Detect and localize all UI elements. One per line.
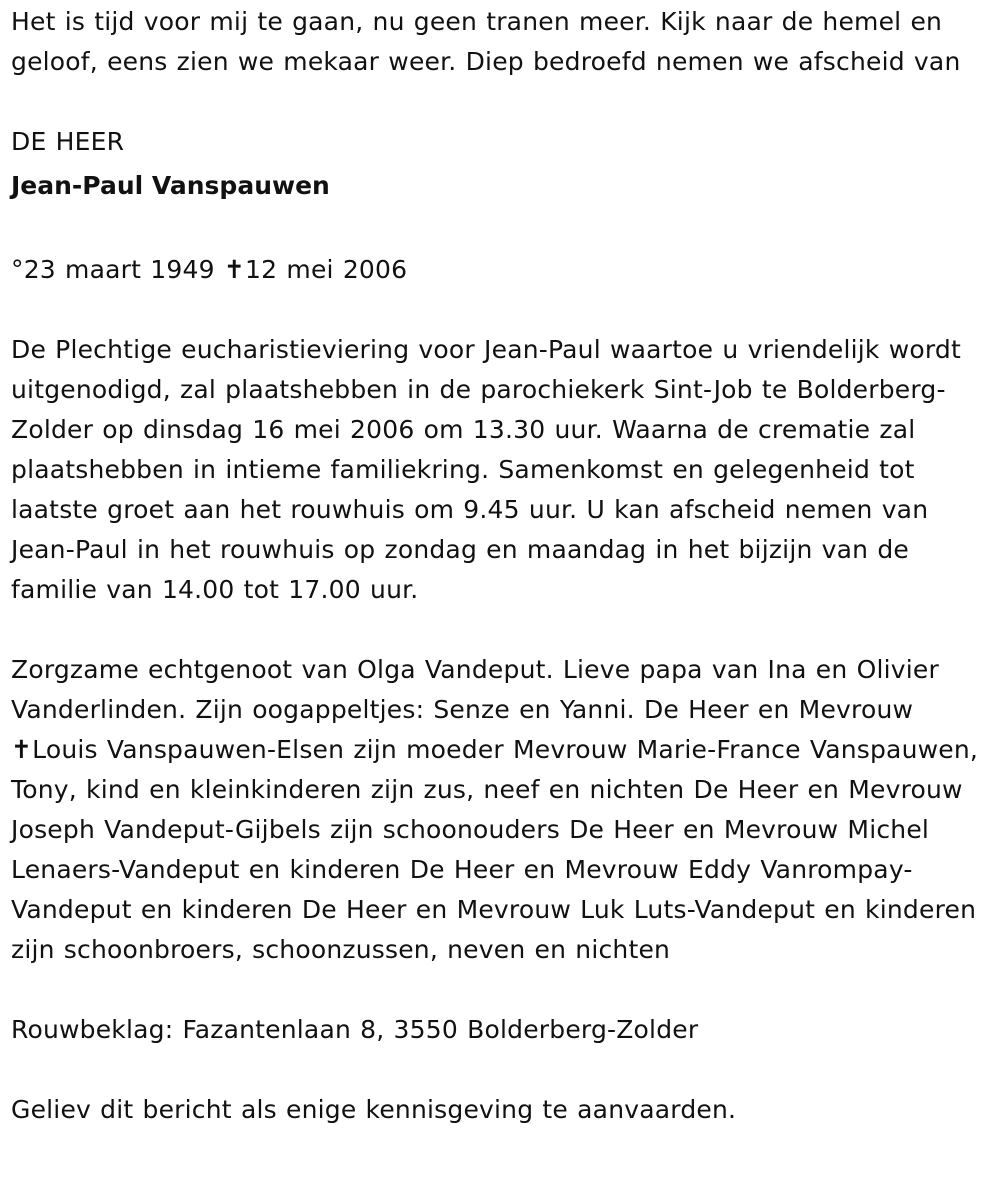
spacer bbox=[11, 210, 990, 250]
death-date: 12 mei 2006 bbox=[245, 255, 408, 284]
honorific: DE HEER bbox=[11, 127, 125, 156]
family-text bbox=[11, 650, 990, 970]
birth-symbol: ° bbox=[11, 255, 24, 284]
spacer bbox=[11, 610, 990, 650]
intro-text: Het is tijd voor mij te gaan, nu geen tranen meer. Kijk naar de hemel en geloof, eens zien we mekaar weer. Diep bedroefd nemen we afscheid van bbox=[11, 7, 961, 76]
family-text-part2: Louis Vanspauwen-Elsen zijn moeder Mevrouw Marie-France Vanspauwen, Tony, kind en kleinkinderen zijn zus, neef en nichten De Heer en Mevrouw Joseph Vandeput-Gijbels zijn schoonouders De Heer en Mevrouw Michel Lenaers-Vandeput en kinderen De Heer en Mevrouw Eddy Vanrompay-Vandeput en kinderen De Heer en Mevrouw Luk Luts-Vandeput en kinderen zijn schoonbroers, schoonzussen, neven en nichten bbox=[11, 735, 979, 964]
cross-icon: ✝ bbox=[223, 255, 246, 284]
closing-text: Geliev dit bericht als enige kennisgeving te aanvaarden. bbox=[11, 1095, 737, 1124]
birth-date: 23 maart 1949 bbox=[23, 255, 215, 284]
deceased-name: Jean-Paul Vanspauwen bbox=[11, 171, 330, 200]
ceremony-text: De Plechtige eucharistieviering voor Jean-Paul waartoe u vriendelijk wordt uitgenodigd, zal plaatshebben in de parochiekerk Sint-Job te Bolderberg-Zolder op dinsdag 16 mei 2006 om 13.30 uur. Waarna de crematie zal plaatshebben in intieme familiekring. Samenkomst en gelegenheid tot laatste groet aan het rouwhuis om 9.45 uur. U kan afscheid nemen van Jean-Paul in het rouwhuis op zondag en maandag in het bijzijn van de familie van 14.00 tot 17.00 uur. bbox=[11, 335, 961, 604]
spacer bbox=[11, 82, 990, 122]
life-dates bbox=[11, 250, 990, 290]
family-text-part1: Zorgzame echtgenoot van Olga Vandeput. Lieve papa van Ina en Olivier Vanderlinden. Zijn oogappeltjes: Senze en Yanni. De Heer en Mevrouw bbox=[11, 655, 939, 724]
condolence-address: Rouwbeklag: Fazantenlaan 8, 3550 Bolderberg-Zolder bbox=[11, 1015, 699, 1044]
cross-icon: ✝ bbox=[11, 735, 33, 764]
spacer bbox=[11, 970, 990, 1010]
spacer bbox=[11, 1050, 990, 1090]
spacer bbox=[11, 290, 990, 330]
